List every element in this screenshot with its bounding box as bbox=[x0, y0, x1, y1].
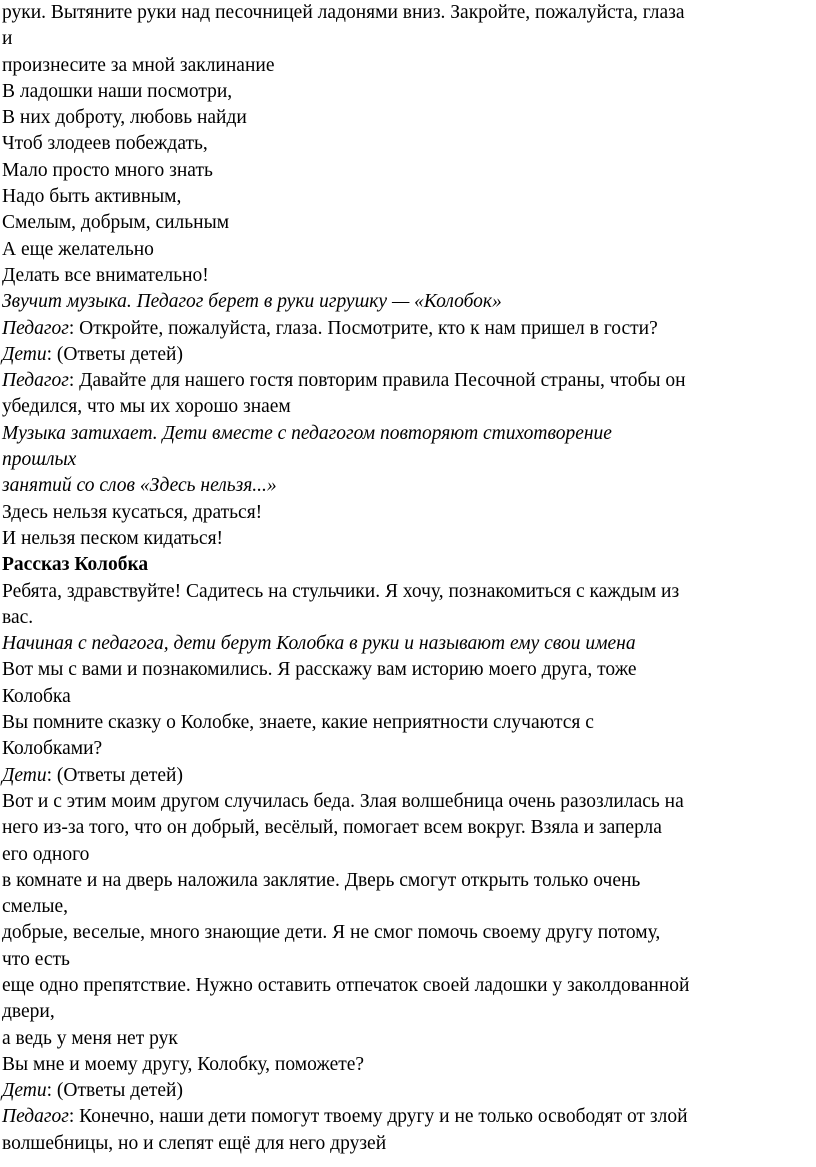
text-line bbox=[2, 421, 816, 447]
text-segment: Звучит музыка. Педагог берет в руки игрушку — «Колобок» bbox=[2, 291, 502, 313]
text-segment: Колобка bbox=[2, 685, 71, 707]
text-line bbox=[2, 131, 816, 157]
text-segment: его одного bbox=[2, 843, 90, 865]
text-line bbox=[2, 184, 816, 210]
text-line bbox=[2, 736, 816, 762]
text-line bbox=[2, 237, 816, 263]
text-line bbox=[2, 631, 816, 657]
text-segment: А еще желательно bbox=[2, 238, 154, 260]
document-body bbox=[2, 0, 816, 1157]
text-line bbox=[2, 815, 816, 841]
text-segment: Вот мы с вами и познакомились. Я расскажу вам историю моего друга, тоже bbox=[2, 659, 637, 681]
text-segment: : (Ответы детей) bbox=[46, 343, 183, 365]
text-line bbox=[2, 1131, 816, 1157]
text-segment: : Откройте, пожалуйста, глаза. Посмотрите, кто к нам пришел в гости? bbox=[68, 317, 658, 339]
text-segment: : Конечно, наши дети помогут твоему другу и не только освободят от злой bbox=[68, 1106, 688, 1128]
text-line bbox=[2, 526, 816, 552]
text-line bbox=[2, 263, 816, 289]
text-segment: Делать все внимательно! bbox=[2, 264, 209, 286]
text-segment: Дети bbox=[2, 1080, 47, 1102]
text-segment: Вы помните сказку о Колобке, знаете, какие неприятности случаются с bbox=[2, 712, 594, 734]
text-line bbox=[2, 158, 816, 184]
text-line bbox=[2, 947, 816, 973]
text-segment: Дети bbox=[2, 764, 47, 786]
text-line bbox=[2, 53, 816, 79]
text-segment: и bbox=[2, 28, 13, 50]
text-segment: В них доброту, любовь найди bbox=[2, 107, 247, 129]
text-segment: добрые, веселые, много знающие дети. Я не смог помочь своему другу потому, bbox=[2, 922, 661, 944]
text-segment: волшебницы, но и слепят ещё для него друзей bbox=[2, 1132, 387, 1154]
text-segment: Смелым, добрым, сильным bbox=[2, 212, 230, 234]
text-line bbox=[2, 579, 816, 605]
text-segment: Вот и с этим моим другом случилась беда. Злая волшебница очень разозлилась на bbox=[2, 790, 684, 812]
text-line bbox=[2, 79, 816, 105]
text-line bbox=[2, 368, 816, 394]
section-heading: Рассказ Колобка bbox=[2, 554, 149, 576]
text-segment: Вы мне и моему другу, Колобку, поможете? bbox=[2, 1053, 365, 1075]
text-segment: Чтоб злодеев побеждать, bbox=[2, 133, 208, 155]
text-segment: Дети bbox=[2, 343, 47, 365]
text-line bbox=[2, 1026, 816, 1052]
text-segment: : Давайте для нашего гостя повторим правила Песочной страны, чтобы он bbox=[68, 370, 686, 392]
text-line bbox=[2, 316, 816, 342]
text-line bbox=[2, 605, 816, 631]
text-segment: в комнате и на дверь наложила заклятие. Дверь смогут открыть только очень bbox=[2, 869, 641, 891]
text-segment: прошлых bbox=[2, 449, 77, 471]
text-segment: еще одно препятствие. Нужно оставить отпечаток своей ладошки у заколдованной bbox=[2, 974, 690, 996]
text-segment: : (Ответы детей) bbox=[46, 764, 183, 786]
text-line bbox=[2, 500, 816, 526]
text-segment: а ведь у меня нет рук bbox=[2, 1027, 178, 1049]
text-segment: Ребята, здравствуйте! Садитесь на стульчики. Я хочу, познакомиться с каждым из bbox=[2, 580, 680, 602]
text-segment: Педагог bbox=[2, 317, 69, 339]
text-line bbox=[2, 789, 816, 815]
text-segment: произнесите за мной заклинание bbox=[2, 54, 275, 76]
text-line bbox=[2, 552, 816, 578]
text-segment: Начиная с педагога, дети берут Колобка в руки и называют ему свои имена bbox=[2, 633, 636, 655]
text-line bbox=[2, 26, 816, 52]
text-segment: что есть bbox=[2, 948, 70, 970]
text-segment: И нельзя песком кидаться! bbox=[2, 527, 224, 549]
text-line bbox=[2, 710, 816, 736]
text-line bbox=[2, 289, 816, 315]
text-segment: Педагог bbox=[2, 1106, 69, 1128]
text-line bbox=[2, 342, 816, 368]
text-segment: Музыка затихает. Дети вместе с педагогом повторяют стихотворение bbox=[2, 422, 612, 444]
text-segment: вас. bbox=[2, 606, 34, 628]
text-line bbox=[2, 868, 816, 894]
text-line bbox=[2, 1104, 816, 1130]
text-line bbox=[2, 999, 816, 1025]
text-line bbox=[2, 920, 816, 946]
text-segment: двери, bbox=[2, 1001, 55, 1023]
text-segment: В ладошки наши посмотри, bbox=[2, 80, 233, 102]
text-segment: него из-за того, что он добрый, весёлый, помогает всем вокруг. Взяла и заперла bbox=[2, 817, 662, 839]
text-line bbox=[2, 473, 816, 499]
text-line bbox=[2, 447, 816, 473]
text-line bbox=[2, 1078, 816, 1104]
text-line bbox=[2, 657, 816, 683]
text-line bbox=[2, 394, 816, 420]
text-segment: Мало просто много знать bbox=[2, 159, 213, 181]
text-segment: убедился, что мы их хорошо знаем bbox=[2, 396, 291, 418]
text-line bbox=[2, 105, 816, 131]
text-line bbox=[2, 763, 816, 789]
text-line bbox=[2, 0, 816, 26]
text-segment: занятий со слов «Здесь нельзя...» bbox=[2, 475, 277, 497]
text-line bbox=[2, 973, 816, 999]
text-line bbox=[2, 1052, 816, 1078]
text-segment: Колобками? bbox=[2, 738, 103, 760]
text-segment: Здесь нельзя кусаться, драться! bbox=[2, 501, 263, 523]
text-line bbox=[2, 210, 816, 236]
text-segment: : (Ответы детей) bbox=[46, 1080, 183, 1102]
text-segment: руки. Вытяните руки над песочницей ладонями вниз. Закройте, пожалуйста, глаза bbox=[2, 2, 685, 23]
text-line bbox=[2, 894, 816, 920]
text-line bbox=[2, 684, 816, 710]
text-segment: Надо быть активным, bbox=[2, 186, 182, 208]
text-line bbox=[2, 842, 816, 868]
text-segment: Педагог bbox=[2, 370, 69, 392]
text-segment: смелые, bbox=[2, 896, 69, 918]
